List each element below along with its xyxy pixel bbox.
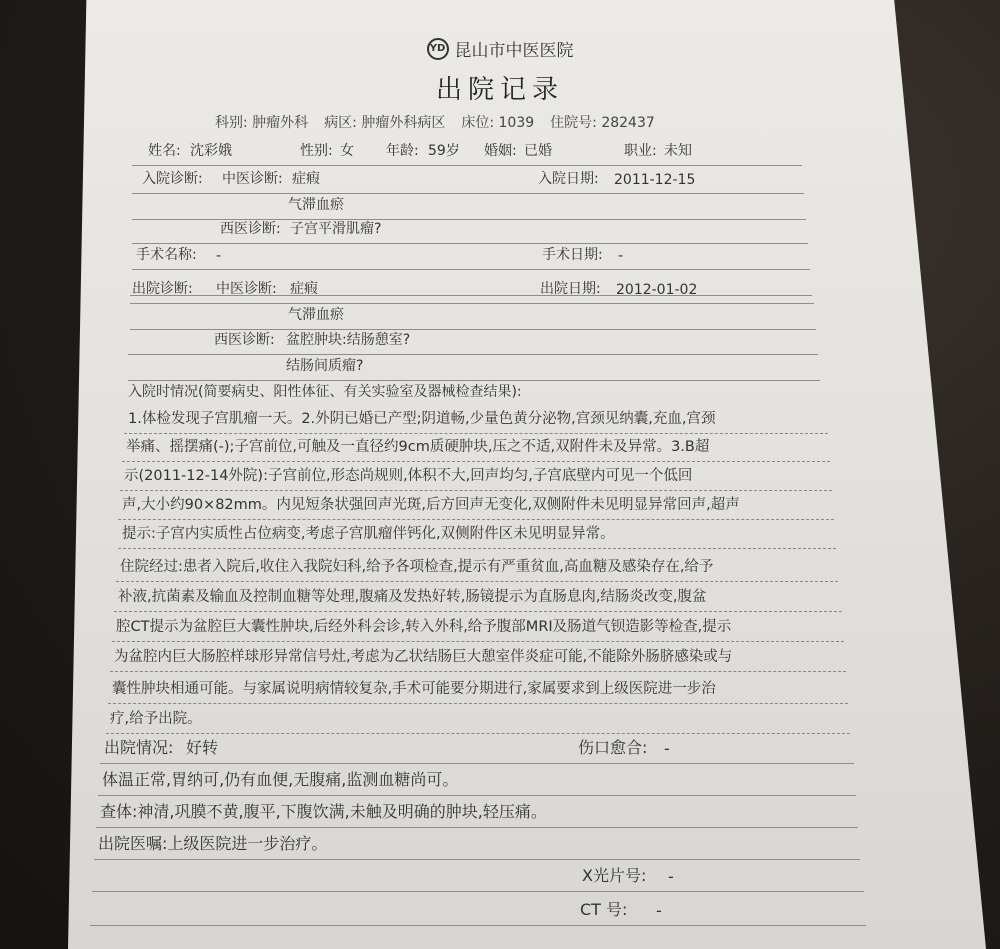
admission-western: 子宫平滑肌瘤? [290,221,382,237]
hospital-name: 昆山市中医医院 [454,41,574,61]
age-value: 59岁 [428,143,460,159]
occupation-label: 职业: [624,143,657,159]
xray-value: - [668,867,674,886]
admission-tcm-label: 中医诊断: [222,171,283,187]
admission-status-line-4: 声,大小约90×82mm。内见短条状强回声光斑,后方回声无变化,双侧附件未见明显异常回声,超声 [118,490,834,520]
orders-row [94,830,860,860]
hospital-name-row [427,36,574,61]
course-line-1: 住院经过:患者入院后,收住入我院妇科,给予各项检查,提示有严重贫血,高血糖及感染存在,给予 [116,552,838,582]
hospital-logo-icon: YD [427,38,449,60]
exam-row [96,798,858,828]
admission-status-line-2: 举痛、摇摆痛(-);子宫前位,可触及一直径约9cm质硬肿块,压之不适,双附件未及异常。3.B超 [122,432,830,462]
discharge-tcm-2: 气滞血瘀 [288,307,344,323]
sex-value: 女 [340,143,354,159]
ct-value: - [656,901,662,920]
meta-line [215,112,655,132]
admission-date-label: 入院日期: [538,171,599,187]
course-line-4: 为盆腔内巨大肠腔样球形异常信号灶,考虑为乙状结肠巨大憩室伴炎症可能,不能除外肠脐感染或与 [110,642,846,672]
bed-field: 床位: 1039 [461,115,535,131]
discharge-western-label: 西医诊断: [214,332,275,348]
admission-status-line-1: 1.体检发现子宫肌瘤一天。2.外阴已婚已产型;阴道畅,少量色黄分泌物,宫颈见纳囊,充血,宫颈 [124,404,828,434]
ward-field: 病区: 肿瘤外科病区 [324,115,446,131]
ct-row [90,896,866,926]
admission-tcm-2: 气滞血瘀 [288,197,344,213]
discharge-status-detail-row [98,766,856,796]
surgery-name: - [216,248,222,264]
marital-label: 婚姻: [484,143,517,159]
course-line-5: 囊性肿块相通可能。与家属说明病情较复杂,手术可能要分期进行,家属要求到上级医院进一步治 [108,674,848,704]
age-label: 年龄: [386,143,419,159]
admission-date: 2011-12-15 [614,172,696,188]
occupation-value: 未知 [664,143,692,159]
discharge-status-row [100,734,854,764]
admission-diagnosis-label: 入院诊断: [142,171,203,187]
discharge-date: 2012-01-02 [616,282,698,298]
patient-name-label: 姓名: [148,143,181,159]
course-line-2: 补液,抗菌素及输血及控制血糖等处理,腹痛及发热好转,肠镜提示为直肠息肉,结肠炎改变,腹盆 [114,582,842,612]
discharge-diagnosis-label: 出院诊断: [132,281,193,297]
admission-status-line-5: 提示:子宫内实质性占位病变,考虑子宫肌瘤伴钙化,双侧附件区未见明显异常。 [118,519,836,549]
surgery-name-label: 手术名称: [136,247,197,263]
dept-field: 科别: 肿瘤外科 [215,115,309,131]
marital-value: 已婚 [524,143,552,159]
patient-name: 沈彩娥 [190,143,232,159]
discharge-status-label: 出院情况: [104,738,174,757]
surgery-date: - [618,248,624,264]
orders-text: 出院医嘱:上级医院进一步治疗。 [98,834,328,853]
admission-western-label: 西医诊断: [220,221,281,237]
admission-status-heading: 入院时情况(简要病史、阳性体征、有关实验室及器械检查结果): [128,384,522,400]
surgery-date-label: 手术日期: [542,247,603,263]
discharge-tcm-1: 症瘕 [290,281,318,297]
page-title: 出院记录 [435,75,564,105]
admission-status-line-3: 示(2011-12-14外院):子宫前位,形态尚规则,体积不大,回声均匀,子宫底壁内可见一个低回 [120,461,832,491]
exam-text: 查体:神清,巩膜不黄,腹平,下腹饮满,未触及明确的肿块,轻压痛。 [100,802,547,821]
admission-tcm-1: 症瘕 [292,171,320,187]
wound-value: - [664,739,670,758]
discharge-status-detail: 体温正常,胃纳可,仍有血便,无腹痛,监测血糖尚可。 [102,770,459,789]
xray-label: X光片号: [582,866,647,885]
patient-info-row [132,136,802,166]
xray-row [92,862,864,892]
discharge-western-2: 结肠间质瘤? [286,358,364,374]
course-line-3: 腔CT提示为盆腔巨大囊性肿块,后经外科会诊,转入外科,给予腹部MRI及肠道气钡造影等检查,提示 [112,612,844,642]
discharge-western-1: 盆腔肿块:结肠憩室? [286,332,411,348]
discharge-tcm-label: 中医诊断: [216,281,277,297]
ct-label: CT 号: [580,900,628,919]
wound-label: 伤口愈合: [578,738,648,757]
admission-no-field: 住院号: 282437 [550,115,655,131]
discharge-date-label: 出院日期: [540,281,601,297]
admission-status-heading-row [124,376,824,406]
sex-label: 性别: [300,143,333,159]
course-line-6: 疗,给予出院。 [106,704,850,734]
document-header [0,36,1000,106]
discharge-status-value: 好转 [186,738,219,757]
